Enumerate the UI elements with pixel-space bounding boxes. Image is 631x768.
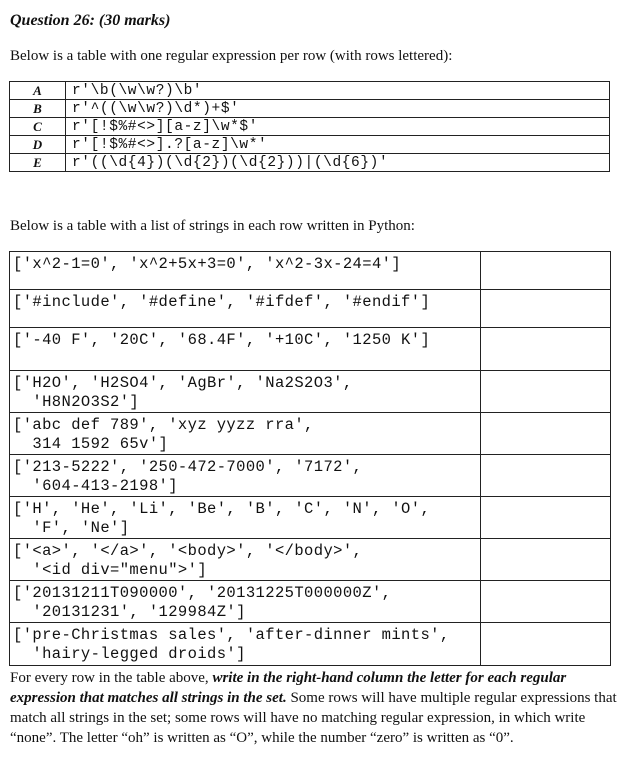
instructions-paragraph bbox=[10, 668, 620, 748]
regex-row bbox=[10, 154, 610, 172]
string-set: ['H', 'He', 'Li', 'Be', 'B', 'C', 'N', 'O', 'F', 'Ne'] bbox=[10, 497, 481, 539]
answer-cell[interactable] bbox=[481, 371, 611, 413]
strings-table bbox=[9, 251, 611, 666]
answer-cell[interactable] bbox=[481, 413, 611, 455]
answer-cell[interactable] bbox=[481, 328, 611, 371]
regex-row bbox=[10, 82, 610, 100]
string-set: ['20131211T090000', '20131225T000000Z', '20131231', '129984Z'] bbox=[10, 581, 481, 623]
answer-cell[interactable] bbox=[481, 290, 611, 328]
regex-table bbox=[9, 81, 610, 172]
regex-row-label: A bbox=[10, 82, 66, 100]
string-set-row bbox=[10, 371, 611, 413]
string-set-row bbox=[10, 539, 611, 581]
regex-pattern: r'((\d{4})(\d{2})(\d{2}))|(\d{6})' bbox=[66, 154, 610, 172]
string-set: ['pre-Christmas sales', 'after-dinner mints', 'hairy-legged droids'] bbox=[10, 623, 481, 666]
string-set-row bbox=[10, 497, 611, 539]
regex-table-intro: Below is a table with one regular expression per row (with rows lettered): bbox=[10, 48, 453, 64]
string-set: ['213-5222', '250-472-7000', '7172', '604-413-2198'] bbox=[10, 455, 481, 497]
regex-row-label: D bbox=[10, 136, 66, 154]
regex-row-label: C bbox=[10, 118, 66, 136]
string-set-row bbox=[10, 455, 611, 497]
regex-row bbox=[10, 118, 610, 136]
answer-cell[interactable] bbox=[481, 539, 611, 581]
question-title: Question 26: (30 marks) bbox=[10, 12, 171, 29]
string-set-row bbox=[10, 581, 611, 623]
answer-cell[interactable] bbox=[481, 497, 611, 539]
regex-row bbox=[10, 136, 610, 154]
string-set: ['-40 F', '20C', '68.4F', '+10C', '1250 K'] bbox=[10, 328, 481, 371]
string-set: ['x^2-1=0', 'x^2+5x+3=0', 'x^2-3x-24=4'] bbox=[10, 252, 481, 290]
string-set-row bbox=[10, 290, 611, 328]
regex-row-label: E bbox=[10, 154, 66, 172]
string-set-row bbox=[10, 328, 611, 371]
regex-row bbox=[10, 100, 610, 118]
instructions-emphasis: write in the right-hand column the letter for each regular expression that matches all strings in the set. bbox=[10, 670, 567, 706]
answer-cell[interactable] bbox=[481, 455, 611, 497]
instructions-rest: Some rows will have multiple regular expressions that match all strings in the set; some rows will have no matching regular expression, in which write “none”. The letter “oh” is written as “O”, while the number “zero” is written as “0”. bbox=[10, 690, 617, 746]
string-set-row bbox=[10, 252, 611, 290]
string-set: ['<a>', '</a>', '<body>', '</body>', '<id div="menu">'] bbox=[10, 539, 481, 581]
string-set-row bbox=[10, 413, 611, 455]
regex-row-label: B bbox=[10, 100, 66, 118]
string-set-row bbox=[10, 623, 611, 666]
regex-pattern: r'\b(\w\w?)\b' bbox=[66, 82, 610, 100]
string-set: ['H2O', 'H2SO4', 'AgBr', 'Na2S2O3', 'H8N2O3S2'] bbox=[10, 371, 481, 413]
string-set: ['#include', '#define', '#ifdef', '#endif'] bbox=[10, 290, 481, 328]
regex-pattern: r'^((\w\w?)\d*)+$' bbox=[66, 100, 610, 118]
answer-cell[interactable] bbox=[481, 252, 611, 290]
answer-cell[interactable] bbox=[481, 581, 611, 623]
strings-table-intro: Below is a table with a list of strings in each row written in Python: bbox=[10, 218, 415, 234]
regex-pattern: r'[!$%#<>][a-z]\w*$' bbox=[66, 118, 610, 136]
instructions-lead: For every row in the table above, bbox=[10, 670, 213, 686]
regex-pattern: r'[!$%#<>].?[a-z]\w*' bbox=[66, 136, 610, 154]
string-set: ['abc def 789', 'xyz yyzz rra', 314 1592 65v'] bbox=[10, 413, 481, 455]
answer-cell[interactable] bbox=[481, 623, 611, 666]
